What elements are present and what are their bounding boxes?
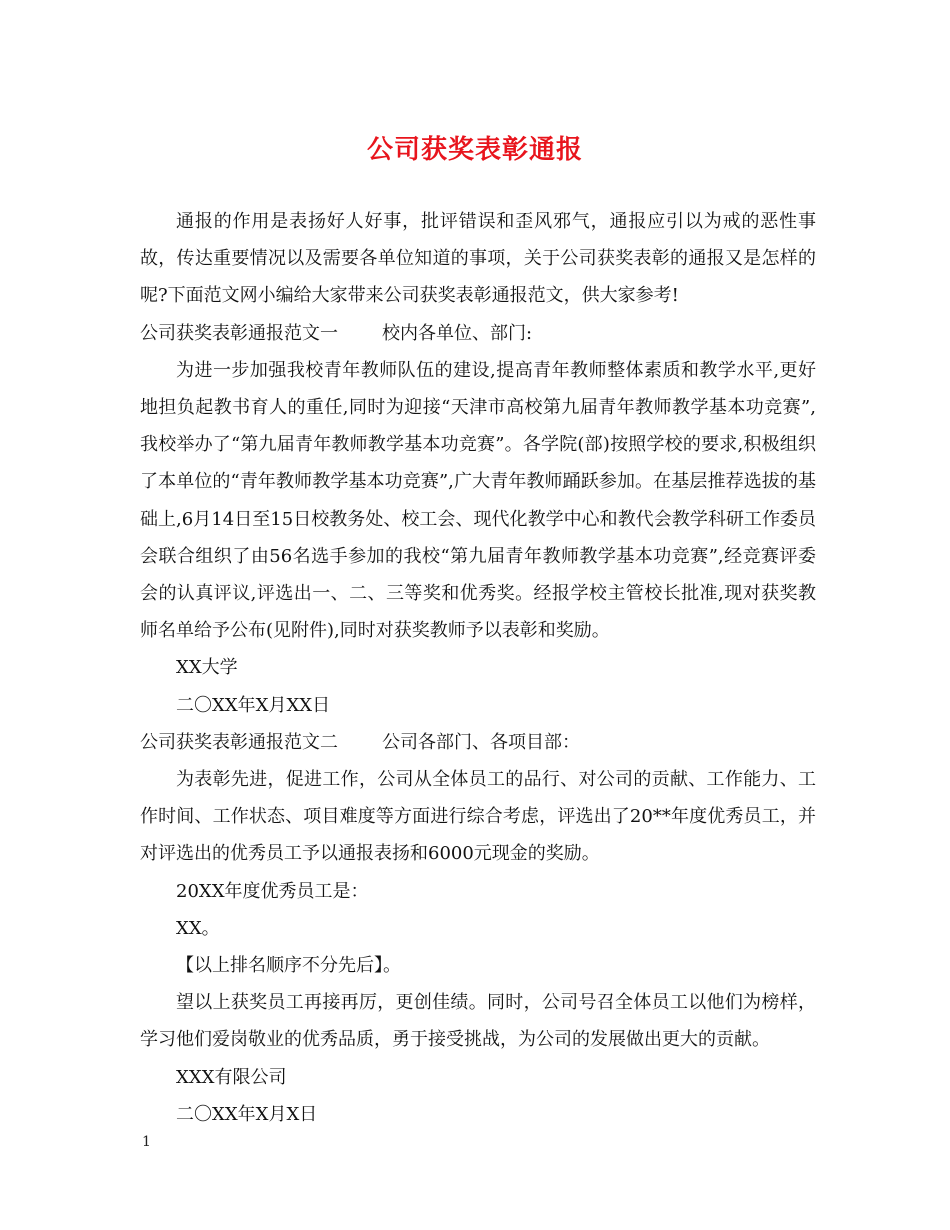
sample2-signature: XXX有限公司 [176, 1066, 287, 1088]
sample1-addressee: 校内各单位、部门: [382, 322, 533, 344]
document-title: 公司获奖表彰通报 [366, 135, 583, 165]
sample2-date: 二〇XX年X月X日 [176, 1103, 318, 1125]
sample1-body: 为进一步加强我校青年教师队伍的建设,提高青年教师整体素质和教学水平,更好地担负起教书育人的重任,同时为迎接“天津市高校第九届青年教师教学基本功竞赛”,我校举办了“第九届青年教师教学基本功竞赛”。各学院(部)按照学校的要求,积极组织了本单位的“青年教师教学基本功竞赛”,广大青年教师踊跃参加。 [140, 359, 816, 493]
sample2-addressee: 公司各部门、各项目部： [382, 731, 580, 753]
sample2-list-value: XX。 [176, 917, 220, 939]
sample2-note: 【以上排名顺序不分先后】。 [176, 955, 401, 977]
page-number: 1 [142, 1134, 151, 1150]
intro-paragraph: 通报的作用是表扬好人好事，批评错误和歪风邪气，通报应引以为戒的恶性事故，传达重要情况以及需要各单位知道的事项，关于公司获奖表彰的通报又是怎样的呢?下面范文网小编给大家带来公司获奖表彰通报范文，供大家参考! [140, 211, 816, 307]
sample1-signature: XX大学 [176, 657, 238, 679]
sample1-heading: 公司获奖表彰通报范文一 [140, 322, 338, 344]
document-body [140, 203, 816, 1133]
sample2-heading-line [140, 724, 816, 761]
sample1-heading-line [140, 315, 816, 352]
sample1-date: 二〇XX年X月XX日 [176, 694, 331, 716]
sample1-body-paragraph [140, 352, 816, 650]
sample2-body-paragraph: 为表彰先进，促进工作，公司从全体员工的品行、对公司的贡献、工作能力、工作时间、工作状态、项目难度等方面进行综合考虑，评选出了20**年度优秀员工，并对评选出的优秀员工予以通报表扬和6000元现金的奖励。 [140, 769, 816, 865]
sample1-body-continued: 在基层推荐选拔的基础上,6月14日至15日校教务处、校工会、现代化教学中心和教代会教学科研工作委员会联合组织了由56名选手参加的我校“第九届青年教师教学基本功竞赛”,经竞赛评委会的认真评议,评选出一、二、三等奖和优秀奖。经报学校主管校长批准,现对获奖教师名单给予公布(见附件),同时对获奖教师予以表彰和奖励。 [140, 471, 817, 642]
sample2-closing-paragraph: 望以上获奖员工再接再厉，更创佳绩。同时，公司号召全体员工以他们为榜样，学习他们爱岗敬业的优秀品质，勇于接受挑战，为公司的发展做出更大的贡献。 [140, 992, 816, 1051]
sample2-heading: 公司获奖表彰通报范文二 [140, 731, 338, 753]
sample2-list-label: 20XX年度优秀员工是： [176, 880, 369, 902]
